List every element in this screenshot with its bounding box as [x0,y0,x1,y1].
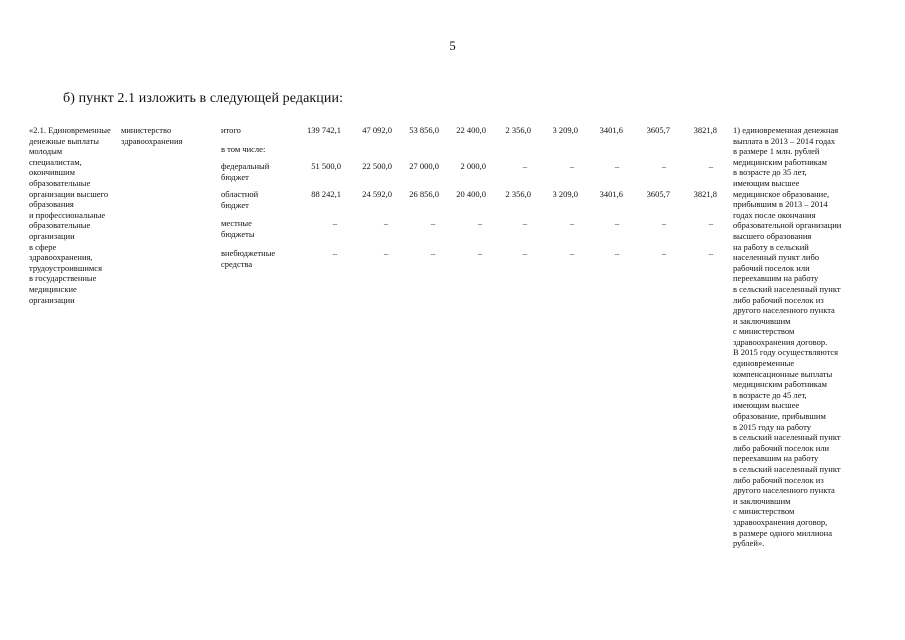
funding-value-cell: – [569,248,575,258]
funding-value-cell: – [477,248,483,258]
funding-source-line: бюджет [221,199,249,210]
measure-name-line: и профессиональные [29,209,106,220]
measure-name-line: окончившим [29,167,76,178]
measure-name-line: здравоохранения, [29,252,93,263]
note-line: и заключившим [733,315,791,326]
measure-name-line: молодым [29,146,63,157]
funding-value-cell: – [661,248,667,258]
funding-value-cell: 20 400,0 [456,189,486,199]
funding-value-cell: 22 500,0 [362,161,392,171]
funding-value-cell: 2 356,0 [505,189,531,199]
note-line: рублей». [733,538,765,549]
executor-line: здравоохранения [121,135,183,146]
funding-value-cell: – [614,161,620,171]
note-line: В 2015 году осуществляются [733,347,839,358]
measure-name-line: в государственные [29,273,97,284]
funding-value-cell: – [661,218,667,228]
note-line: в 2015 году на работу [733,421,812,432]
measure-name-line: образовательные [29,177,91,188]
funding-value-cell: 47 092,0 [362,125,392,135]
funding-source-line: бюджеты [221,228,255,239]
funding-source-cell [221,189,293,210]
measure-name-line: образования [29,199,74,210]
funding-value-cell: 3 209,0 [552,189,578,199]
note-line: здравоохранения договор, [733,516,828,527]
note-line: медицинское образование, [733,188,830,199]
funding-value-cell: – [614,218,620,228]
note-line: 1) единовременная денежная [733,125,839,135]
measure-name-line: организации [29,294,75,305]
note-line: в сельский населенный пункт [733,432,841,443]
note-line: либо рабочий поселок из [733,294,824,305]
funding-value-cell: – [522,218,528,228]
measure-name-line: образовательные [29,220,91,231]
note-line: либо рабочий поселок из [733,474,824,485]
measure-name-line: специалистам, [29,156,82,167]
measure-name-line: организации [29,230,75,241]
note-line: с министерством [733,506,795,517]
note-line: образование, прибывшим [733,411,826,422]
note-line: в размере 1 млн. рублей [733,146,820,157]
note-line: в размере одного миллиона [733,527,833,538]
funding-value-cell: 27 000,0 [409,161,439,171]
funding-source-line: внебюджетные [221,248,276,258]
note-line: переехавшим на работу [733,453,819,464]
measure-name-line: в сфере [29,241,57,252]
funding-source-cell [221,218,293,239]
funding-value-cell: 3821,8 [693,189,717,199]
funding-value-cell: – [569,161,575,171]
measure-name-line: «2.1. Единовременные [29,125,111,135]
note-line: другого населенного пункта [733,305,835,316]
note-line: в возрасте до 45 лет, [733,389,807,400]
amendment-heading: б) пункт 2.1 изложить в следующей редакции: [63,91,344,106]
funding-value-cell: – [522,161,528,171]
funding-source-line: средства [221,258,253,269]
note-line: населенный пункт либо [733,252,820,263]
measure-name-line: трудоустроившимся [29,262,102,273]
note-line: прибывшим в 2013 – 2014 [733,199,828,210]
funding-value-cell: – [614,248,620,258]
note-line: медицинским работникам [733,156,827,167]
note-line: с министерством [733,326,795,337]
funding-value-cell: – [708,161,714,171]
funding-value-cell: 3 209,0 [552,125,578,135]
measure-name-line: денежные выплаты [29,135,99,146]
funding-value-cell: – [522,248,528,258]
funding-value-cell: – [332,218,338,228]
funding-value-cell: – [477,218,483,228]
funding-source-line: федеральный [221,161,270,171]
note-line: компенсационные выплаты [733,368,833,379]
funding-source-line: итого [221,125,241,135]
funding-value-cell: – [332,248,338,258]
funding-value-cell: 22 400,0 [456,125,486,135]
note-line: медицинским работникам [733,379,827,390]
funding-value-cell: 2 000,0 [460,161,486,171]
funding-value-cell: 3605,7 [646,189,670,199]
funding-value-cell: 51 500,0 [311,161,341,171]
funding-source-cell [221,248,293,269]
note-line: в сельский населенный пункт [733,283,841,294]
funding-value-cell: 3821,8 [693,125,717,135]
note-line: либо рабочий поселок или [733,442,830,453]
page-number: 5 [449,38,456,53]
note-line: в сельский населенный пункт [733,464,841,474]
funding-value-cell: 139 742,1 [307,125,341,135]
funding-value-cell: – [383,248,389,258]
funding-source-cell [221,125,293,136]
note-line: годах после окончания [733,209,816,220]
funding-value-cell: 24 592,0 [362,189,392,199]
measure-name-line: организации высшего [29,188,109,199]
funding-value-cell: 3605,7 [646,125,670,135]
funding-source-line: бюджет [221,171,249,182]
note-line: здравоохранения договор. [733,336,828,347]
funding-value-cell: – [430,218,436,228]
executor-cell [121,125,211,146]
funding-value-cell: 53 856,0 [409,125,439,135]
note-line: имеющим высшее [733,400,800,411]
note-cell [733,125,873,549]
measure-name-line: медицинские [29,283,77,294]
funding-value-cell: – [430,248,436,258]
note-line: имеющим высшее [733,177,800,188]
funding-value-cell: 3401,6 [599,125,623,135]
note-line: единовременные [733,358,795,369]
note-line: образовательной организации [733,220,842,231]
executor-line: министерство [121,125,172,135]
note-line: выплата в 2013 – 2014 годах [733,135,836,146]
note-line: другого населенного пункта [733,485,835,496]
note-line: и заключившим [733,495,791,506]
funding-source-cell [221,144,293,155]
funding-value-cell: – [708,218,714,228]
funding-value-cell: 88 242,1 [311,189,341,199]
measure-name-cell [29,125,124,305]
note-line: в возрасте до 35 лет, [733,167,807,178]
funding-value-cell: 2 356,0 [505,125,531,135]
funding-value-cell: – [708,248,714,258]
funding-value-cell: – [661,161,667,171]
funding-value-cell: – [569,218,575,228]
funding-value-cell: 26 856,0 [409,189,439,199]
note-line: переехавшим на работу [733,273,819,284]
funding-source-line: областной [221,189,259,199]
funding-value-cell: 3401,6 [599,189,623,199]
funding-source-line: местные [221,218,252,228]
funding-source-cell [221,161,293,182]
funding-value-cell: – [383,218,389,228]
funding-source-line: в том числе: [221,144,266,154]
note-line: на работу в сельский [733,241,809,252]
note-line: высшего образования [733,230,812,241]
note-line: рабочий поселок или [733,262,810,273]
